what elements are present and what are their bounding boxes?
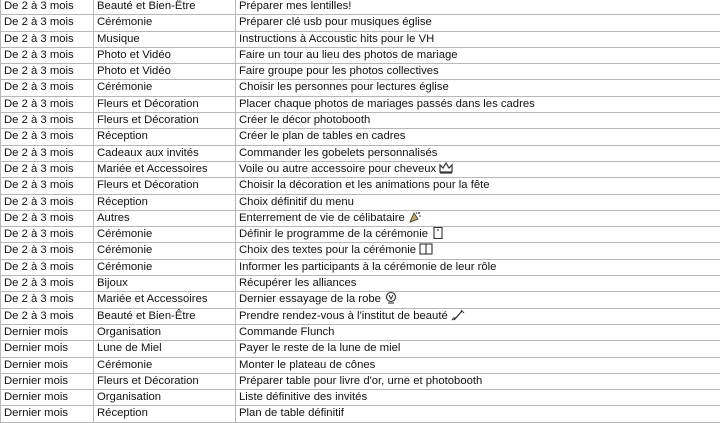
period-cell[interactable]: De 2 à 3 mois xyxy=(1,129,94,145)
task-cell[interactable] xyxy=(236,357,720,373)
task-text: Informer les participants à la cérémonie de leur rôle xyxy=(239,260,497,273)
task-text: Commander les gobelets personnalisés xyxy=(239,146,438,159)
category-cell[interactable]: Cadeaux aux invités xyxy=(94,145,236,161)
table-row xyxy=(1,113,720,129)
table-row xyxy=(1,178,720,194)
category-cell[interactable]: Bijoux xyxy=(94,276,236,292)
period-cell[interactable]: De 2 à 3 mois xyxy=(1,210,94,226)
task-text: Faire un tour au lieu des photos de mariage xyxy=(239,48,458,61)
book-icon xyxy=(419,243,433,255)
period-cell[interactable]: De 2 à 3 mois xyxy=(1,15,94,31)
period-cell[interactable]: De 2 à 3 mois xyxy=(1,292,94,308)
period-cell[interactable]: De 2 à 3 mois xyxy=(1,47,94,63)
task-cell[interactable] xyxy=(236,80,720,96)
task-cell[interactable] xyxy=(236,161,720,177)
period-cell[interactable]: De 2 à 3 mois xyxy=(1,308,94,324)
task-cell[interactable] xyxy=(236,341,720,357)
period-cell[interactable]: Dernier mois xyxy=(1,341,94,357)
task-cell[interactable] xyxy=(236,47,720,63)
category-cell[interactable]: Beauté et Bien-Être xyxy=(94,308,236,324)
dress-icon xyxy=(384,292,398,304)
task-text: Enterrement de vie de célibataire xyxy=(239,211,405,224)
table-row xyxy=(1,15,720,31)
category-cell[interactable]: Mariée et Accessoires xyxy=(94,161,236,177)
table-row xyxy=(1,406,720,422)
task-text: Commande Flunch xyxy=(239,325,335,338)
task-cell[interactable] xyxy=(236,129,720,145)
category-cell[interactable]: Réception xyxy=(94,406,236,422)
category-cell[interactable]: Réception xyxy=(94,194,236,210)
category-cell[interactable]: Cérémonie xyxy=(94,243,236,259)
task-cell[interactable] xyxy=(236,31,720,47)
task-cell[interactable] xyxy=(236,243,720,259)
period-cell[interactable]: De 2 à 3 mois xyxy=(1,276,94,292)
task-text: Placer chaque photos de mariages passés dans les cadres xyxy=(239,97,535,110)
task-text: Préparer mes lentilles! xyxy=(239,0,352,12)
period-cell[interactable]: Dernier mois xyxy=(1,357,94,373)
task-text: Récupérer les alliances xyxy=(239,277,357,290)
category-cell[interactable]: Beauté et Bien-Être xyxy=(94,0,236,15)
table-row xyxy=(1,210,720,226)
table-row xyxy=(1,194,720,210)
category-cell[interactable]: Cérémonie xyxy=(94,227,236,243)
table-row xyxy=(1,80,720,96)
category-cell[interactable]: Fleurs et Décoration xyxy=(94,113,236,129)
brush-icon xyxy=(451,309,465,321)
table-row xyxy=(1,292,720,308)
period-cell[interactable]: Dernier mois xyxy=(1,406,94,422)
category-cell[interactable]: Cérémonie xyxy=(94,259,236,275)
task-cell[interactable] xyxy=(236,308,720,324)
table-row xyxy=(1,47,720,63)
table-row xyxy=(1,341,720,357)
category-cell[interactable]: Organisation xyxy=(94,390,236,406)
period-cell[interactable]: De 2 à 3 mois xyxy=(1,259,94,275)
task-cell[interactable] xyxy=(236,324,720,340)
period-cell[interactable]: De 2 à 3 mois xyxy=(1,31,94,47)
task-cell[interactable] xyxy=(236,0,720,15)
period-cell[interactable]: De 2 à 3 mois xyxy=(1,178,94,194)
category-cell[interactable]: Photo et Vidéo xyxy=(94,47,236,63)
period-cell[interactable]: De 2 à 3 mois xyxy=(1,96,94,112)
period-cell[interactable]: Dernier mois xyxy=(1,390,94,406)
task-cell[interactable] xyxy=(236,227,720,243)
category-cell[interactable]: Autres xyxy=(94,210,236,226)
task-text: Choisir la décoration et les animations pour la fête xyxy=(239,179,490,192)
period-cell[interactable]: De 2 à 3 mois xyxy=(1,161,94,177)
task-cell[interactable] xyxy=(236,373,720,389)
task-cell[interactable] xyxy=(236,64,720,80)
table-row xyxy=(1,0,720,15)
period-cell[interactable]: De 2 à 3 mois xyxy=(1,227,94,243)
task-text: Plan de table définitif xyxy=(239,407,344,420)
task-text: Créer le plan de tables en cadres xyxy=(239,130,406,143)
task-text: Créer le décor photobooth xyxy=(239,114,371,127)
table-row xyxy=(1,227,720,243)
task-text: Faire groupe pour les photos collectives xyxy=(239,65,439,78)
table-row xyxy=(1,324,720,340)
category-cell[interactable]: Mariée et Accessoires xyxy=(94,292,236,308)
category-cell[interactable]: Lune de Miel xyxy=(94,341,236,357)
table-row xyxy=(1,96,720,112)
task-text: Choix définitif du menu xyxy=(239,195,354,208)
category-cell[interactable]: Réception xyxy=(94,129,236,145)
task-text: Voile ou autre accessoire pour cheveux xyxy=(239,162,437,175)
category-cell[interactable]: Musique xyxy=(94,31,236,47)
table-row xyxy=(1,308,720,324)
table-row xyxy=(1,373,720,389)
task-cell[interactable] xyxy=(236,390,720,406)
task-cell[interactable] xyxy=(236,276,720,292)
category-cell[interactable]: Fleurs et Décoration xyxy=(94,96,236,112)
task-text: Préparer clé usb pour musiques église xyxy=(239,16,432,29)
category-cell[interactable]: Photo et Vidéo xyxy=(94,64,236,80)
period-cell[interactable]: Dernier mois xyxy=(1,373,94,389)
task-text: Monter le plateau de cônes xyxy=(239,358,376,371)
period-cell[interactable]: De 2 à 3 mois xyxy=(1,0,94,15)
category-cell[interactable]: Cérémonie xyxy=(94,357,236,373)
task-cell[interactable] xyxy=(236,406,720,422)
task-cell[interactable] xyxy=(236,113,720,129)
crown-icon xyxy=(439,162,453,174)
task-cell[interactable] xyxy=(236,194,720,210)
task-cell[interactable] xyxy=(236,210,720,226)
task-text: Préparer table pour livre d'or, urne et photobooth xyxy=(239,374,483,387)
table-row xyxy=(1,390,720,406)
task-cell[interactable] xyxy=(236,96,720,112)
table-row xyxy=(1,276,720,292)
table-row xyxy=(1,64,720,80)
category-cell[interactable]: Fleurs et Décoration xyxy=(94,178,236,194)
task-text: Choix des textes pour la cérémonie xyxy=(239,244,417,257)
task-text: Dernier essayage de la robe xyxy=(239,293,381,306)
period-cell[interactable]: De 2 à 3 mois xyxy=(1,113,94,129)
category-cell[interactable]: Cérémonie xyxy=(94,80,236,96)
period-cell[interactable]: Dernier mois xyxy=(1,324,94,340)
table-row xyxy=(1,145,720,161)
party-icon xyxy=(408,211,422,223)
task-text: Liste définitive des invités xyxy=(239,391,368,404)
program-icon xyxy=(431,227,445,239)
table-row xyxy=(1,259,720,275)
task-cell[interactable] xyxy=(236,259,720,275)
task-cell[interactable] xyxy=(236,145,720,161)
task-text: Payer le reste de la lune de miel xyxy=(239,342,401,355)
period-cell[interactable]: De 2 à 3 mois xyxy=(1,145,94,161)
task-text: Choisir les personnes pour lectures église xyxy=(239,81,449,94)
task-text: Définir le programme de la cérémonie xyxy=(239,228,428,241)
task-rows xyxy=(1,0,720,422)
period-cell[interactable]: De 2 à 3 mois xyxy=(1,64,94,80)
category-cell[interactable]: Fleurs et Décoration xyxy=(94,373,236,389)
table-row xyxy=(1,129,720,145)
period-cell[interactable]: De 2 à 3 mois xyxy=(1,80,94,96)
task-text: Prendre rendez-vous à l'institut de beauté xyxy=(239,309,448,322)
category-cell[interactable]: Organisation xyxy=(94,324,236,340)
period-cell[interactable]: De 2 à 3 mois xyxy=(1,194,94,210)
category-cell[interactable]: Cérémonie xyxy=(94,15,236,31)
task-text: Instructions à Accoustic hits pour le VH xyxy=(239,32,435,45)
table-row xyxy=(1,161,720,177)
table-row xyxy=(1,357,720,373)
task-cell[interactable] xyxy=(236,15,720,31)
task-cell[interactable] xyxy=(236,178,720,194)
table-row xyxy=(1,31,720,47)
task-cell[interactable] xyxy=(236,292,720,308)
table-row xyxy=(1,243,720,259)
period-cell[interactable]: De 2 à 3 mois xyxy=(1,243,94,259)
